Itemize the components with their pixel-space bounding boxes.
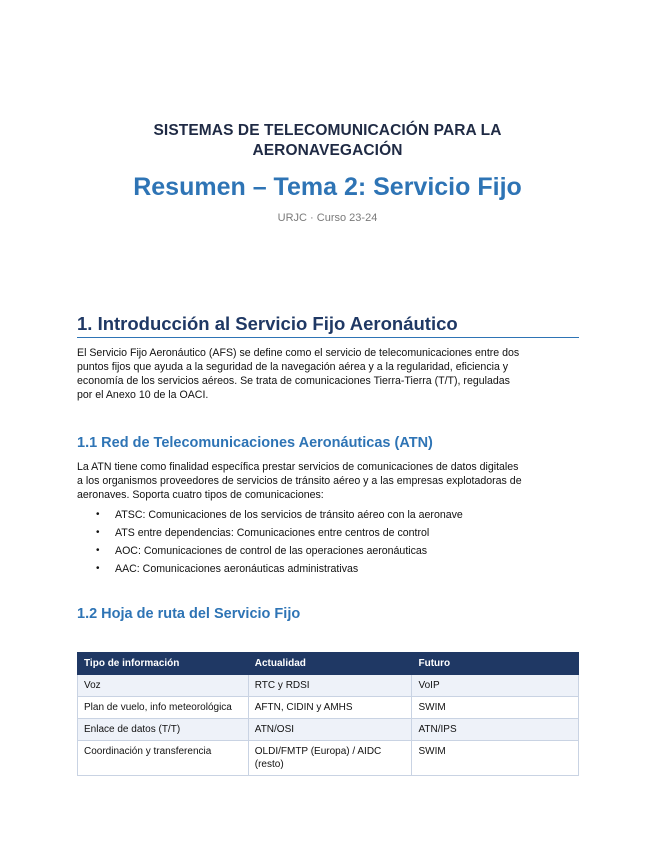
paragraph-line: por el Anexo 10 de la OACI. (77, 389, 209, 401)
table-cell: VoIP (412, 675, 579, 697)
document-subtitle: Resumen – Tema 2: Servicio Fijo (133, 173, 522, 201)
list-item-text: AOC: Comunicaciones de control de las operaciones aeronáuticas (115, 545, 428, 557)
table-cell: ATN/IPS (412, 719, 579, 741)
list-item-text: AAC: Comunicaciones aeronáuticas administrativas (115, 563, 359, 575)
document-title-line-2: AERONAVEGACIÓN (252, 142, 403, 159)
table-cell: SWIM (412, 697, 579, 719)
communications-list (77, 506, 582, 578)
bullet-icon: • (96, 545, 100, 556)
table-cell: SWIM (412, 741, 579, 776)
table-cell: Plan de vuelo, info meteorológica (78, 697, 249, 719)
table-cell: RTC y RDSI (248, 675, 412, 697)
bullet-icon: • (96, 527, 100, 538)
document-title (100, 121, 555, 161)
paragraph-line: puntos fijos que ayuda a la seguridad de la navegación aérea y a la regularidad, eficiencia y (77, 361, 509, 373)
paragraph-line: La ATN tiene como finalidad específica prestar servicios de comunicaciones de datos digitales (77, 461, 519, 473)
paragraph-line: El Servicio Fijo Aeronáutico (AFS) se define como el servicio de telecomunicaciones entre dos (77, 347, 520, 359)
list-item (77, 506, 582, 524)
table-cell: Coordinación y transferencia (78, 741, 249, 776)
list-item (77, 560, 582, 578)
paragraph-line: a los organismos proveedores de servicios de tránsito aéreo y a las empresas explotadoras de (77, 475, 522, 487)
bullet-icon: • (96, 563, 100, 574)
list-item-text: ATS entre dependencias: Comunicaciones entre centros de control (115, 527, 430, 539)
table-cell: OLDI/FMTP (Europa) / AIDC (resto) (248, 741, 412, 776)
table-header-cell: Tipo de información (78, 653, 249, 675)
table-row (78, 719, 579, 741)
section-1-heading: 1. Introducción al Servicio Fijo Aeronáutico (77, 312, 579, 338)
table-row (78, 675, 579, 697)
document-meta: URJC · Curso 23-24 (277, 212, 378, 224)
list-item (77, 542, 582, 560)
paragraph-line: economía de los servicios aéreos. Se trata de comunicaciones Tierra-Tierra (T/T), reguladas (77, 375, 510, 387)
table-header-cell: Actualidad (248, 653, 412, 675)
table-header-cell: Futuro (412, 653, 579, 675)
table-cell: AFTN, CIDIN y AMHS (248, 697, 412, 719)
table-header-row (78, 653, 579, 675)
bullet-icon: • (96, 509, 100, 520)
table-cell: Voz (78, 675, 249, 697)
section-1-paragraph (77, 346, 582, 402)
paragraph-line: aeronaves. Soporta cuatro tipos de comunicaciones: (77, 489, 324, 501)
table-row (78, 697, 579, 719)
table-row (78, 741, 579, 776)
section-1-1-paragraph (77, 460, 582, 502)
list-item (77, 524, 582, 542)
table-cell: Enlace de datos (T/T) (78, 719, 249, 741)
list-item-text: ATSC: Comunicaciones de los servicios de tránsito aéreo con la aeronave (115, 509, 463, 521)
roadmap-table (77, 652, 579, 776)
section-1-2-heading: 1.2 Hoja de ruta del Servicio Fijo (77, 606, 301, 622)
section-1-1-heading: 1.1 Red de Telecomunicaciones Aeronáuticas (ATN) (77, 435, 433, 451)
table-cell: ATN/OSI (248, 719, 412, 741)
document-title-line-1: SISTEMAS DE TELECOMUNICACIÓN PARA LA (153, 122, 502, 139)
